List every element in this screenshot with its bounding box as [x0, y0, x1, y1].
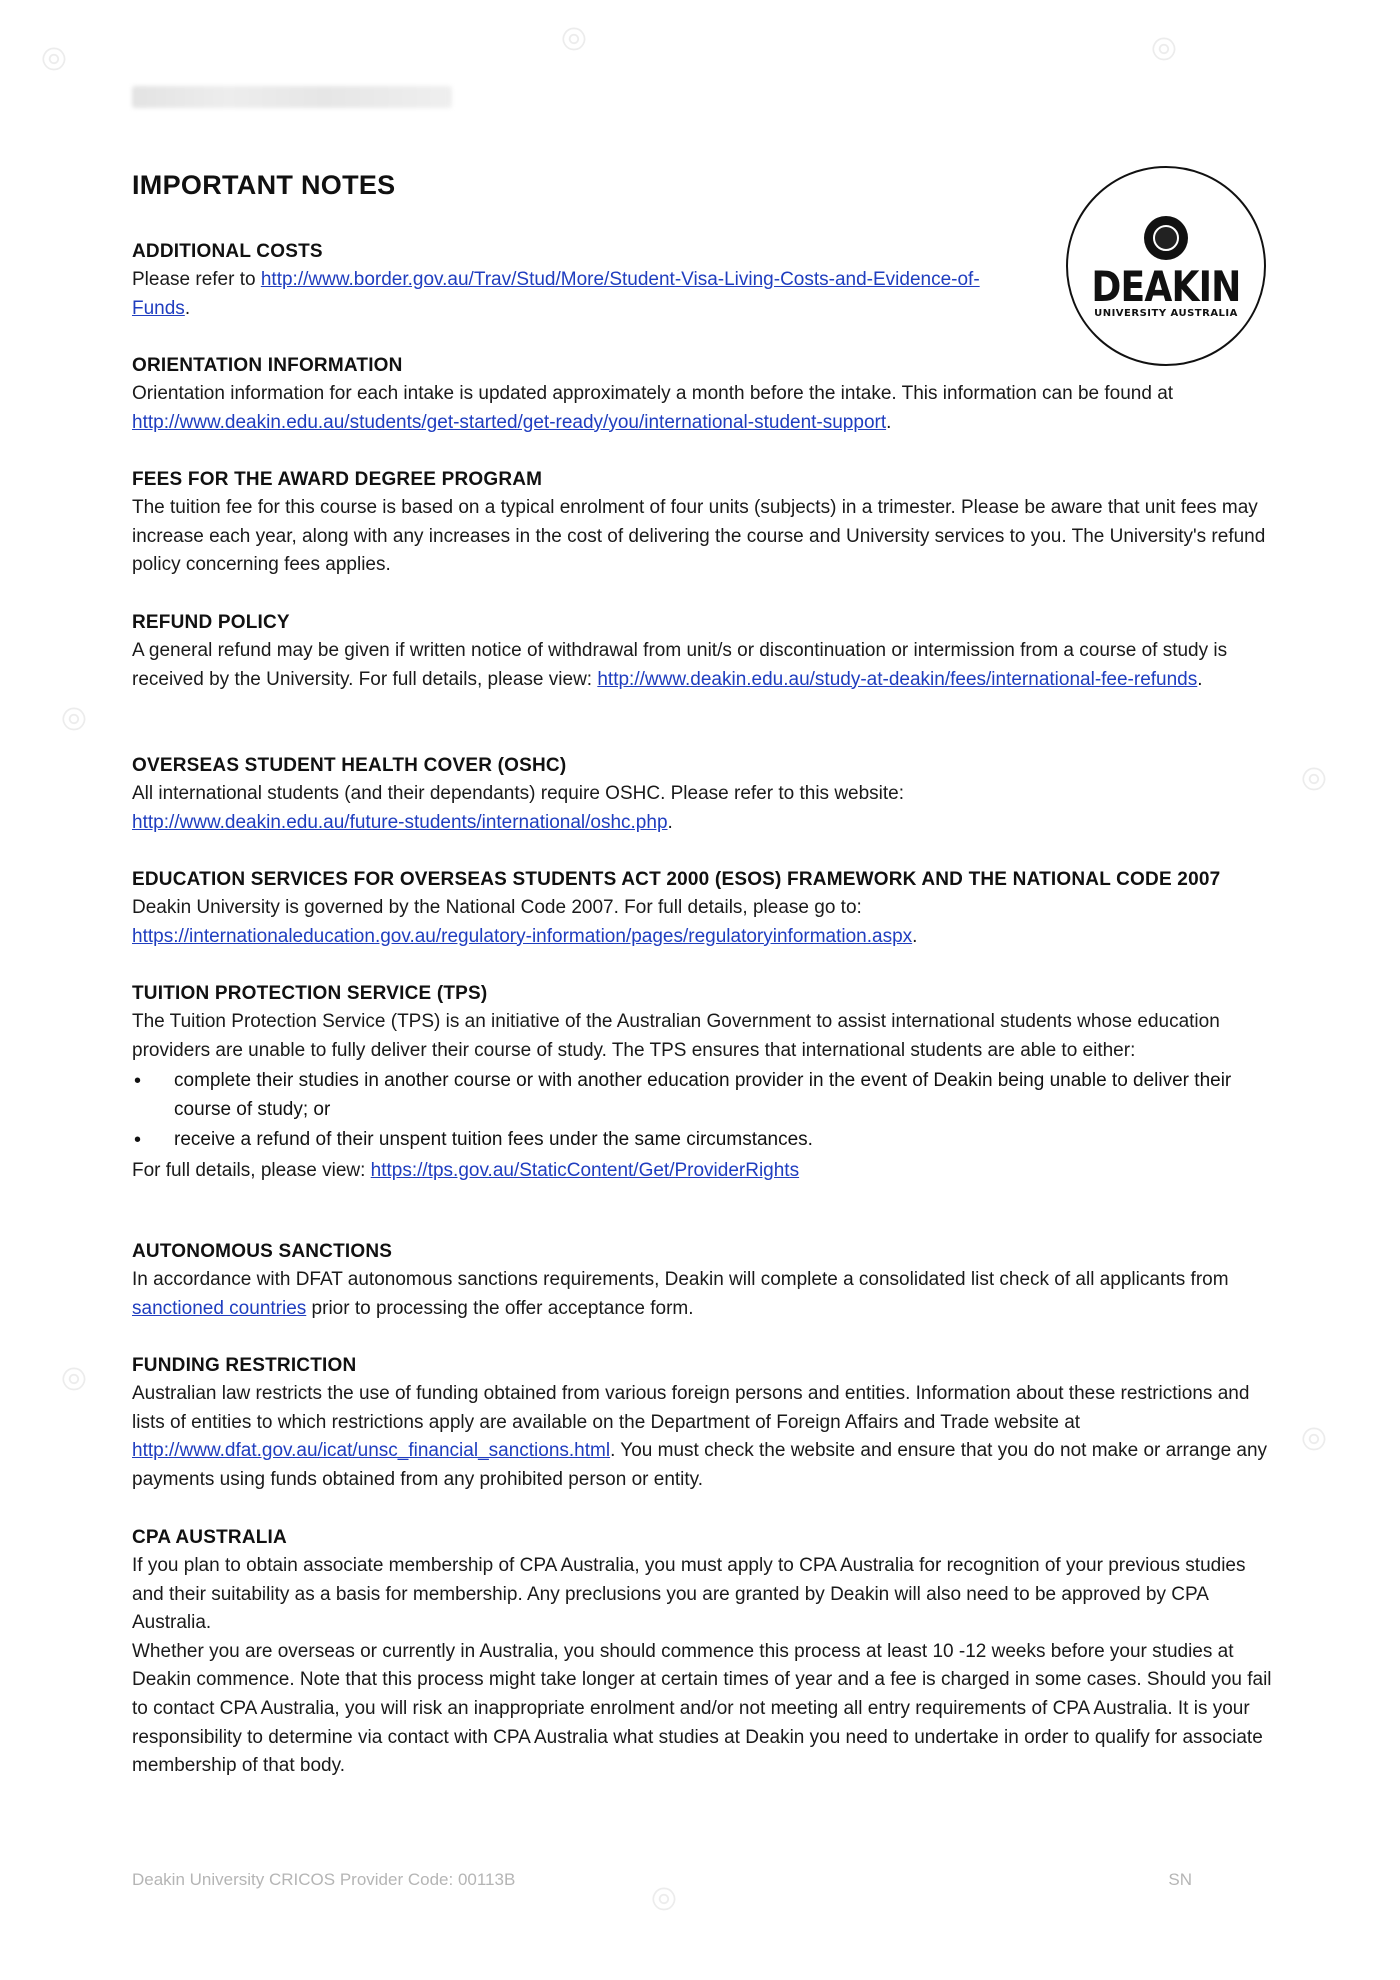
section-oshc: [132, 752, 1272, 837]
section-text: If you plan to obtain associate membership of CPA Australia, you must apply to CPA Australia for recognition of your previous studies and their suitability as a basis for membership. Any preclusions you are granted by Deakin will also need to be approved by CPA Australia.: [132, 1555, 1246, 1634]
section-text: The tuition fee for this course is based on a typical enrolment of four units (subjects) in a trimester. Please be aware that unit fees may increase each year, along with any increases in the cost of delivering the course and University services to you. The University's refund policy concerning fees applies.: [132, 497, 1266, 576]
page-title: IMPORTANT NOTES: [132, 170, 396, 200]
section-text: Orientation information for each intake is updated approximately a month before the intake. This information can be found at http://www.deakin.edu.au/students/get-started/get-ready/you/international-student-support.: [132, 383, 1174, 433]
section-cpa-australia: [132, 1524, 1272, 1781]
section-text: The Tuition Protection Service (TPS) is an initiative of the Australian Government to assist international students whose education providers are unable to fully deliver their course of study. The TPS ensures that international students are able to either:: [132, 1011, 1220, 1061]
footer-provider-code: Deakin University CRICOS Provider Code: 00113B: [132, 1870, 516, 1889]
watermark: ◎: [1293, 1415, 1334, 1460]
section-orientation: [132, 352, 1272, 437]
orientation-link[interactable]: http://www.deakin.edu.au/students/get-started/get-ready/you/international-student-support: [132, 411, 887, 433]
watermark: ◎: [553, 15, 594, 60]
section-heading: TUITION PROTECTION SERVICE (TPS): [132, 983, 488, 1004]
list-item: • receive a refund of their unspent tuition fees under the same circumstances.: [132, 1126, 1272, 1155]
tps-link[interactable]: https://tps.gov.au/StaticContent/Get/ProviderRights: [370, 1159, 800, 1181]
watermark: ◎: [33, 35, 74, 80]
watermark: ◎: [53, 695, 94, 740]
section-heading: EDUCATION SERVICES FOR OVERSEAS STUDENTS ACT 2000 (ESOS) FRAMEWORK AND THE NATIONAL CODE 2007: [132, 869, 1221, 890]
section-text: In accordance with DFAT autonomous sanctions requirements, Deakin will complete a consolidated list check of all applicants from sanctioned countries prior to processing the offer acceptance form.: [132, 1269, 1229, 1319]
oshc-link[interactable]: http://www.deakin.edu.au/future-students/international/oshc.php: [132, 811, 668, 833]
section-text: All international students (and their dependants) require OSHC. Please refer to this website: http://www.deakin.edu.au/future-students/international/oshc.php.: [132, 783, 905, 833]
watermark: ◎: [1143, 25, 1184, 70]
footer-initials: SN: [1168, 1870, 1192, 1889]
section-text: Deakin University is governed by the National Code 2007. For full details, please go to: https://internationaleducation.gov.au/regulatory-information/pages/regulatoryinformation.aspx.: [132, 897, 918, 947]
tps-bullet-list: [132, 1067, 1272, 1155]
page-footer: [132, 1870, 1192, 1890]
section-refund-policy: [132, 609, 1272, 694]
logo-name: DEAKIN: [1091, 262, 1241, 311]
deakin-shield-icon: [1144, 216, 1188, 260]
refund-link[interactable]: http://www.deakin.edu.au/study-at-deakin/fees/international-fee-refunds: [597, 668, 1198, 690]
logo-subtitle: UNIVERSITY AUSTRALIA: [1094, 308, 1238, 319]
sanctioned-countries-link[interactable]: sanctioned countries: [132, 1297, 307, 1319]
border-gov-link[interactable]: http://www.border.gov.au/Trav/Stud/More/Student-Visa-Living-Costs-and-Evidence-of-Funds: [132, 269, 980, 319]
watermark: ◎: [53, 1355, 94, 1400]
section-text: For full details, please view: https://tps.gov.au/StaticContent/Get/ProviderRights: [132, 1159, 800, 1181]
section-heading: ORIENTATION INFORMATION: [132, 355, 403, 376]
section-heading: AUTONOMOUS SANCTIONS: [132, 1241, 393, 1262]
deakin-logo: [1066, 166, 1266, 366]
section-text: Please refer to http://www.border.gov.au/Trav/Stud/More/Student-Visa-Living-Costs-and-Evidence-of-Funds.: [132, 269, 980, 319]
section-heading: FEES FOR THE AWARD DEGREE PROGRAM: [132, 469, 543, 490]
section-heading: CPA AUSTRALIA: [132, 1527, 287, 1548]
section-fees: [132, 466, 1272, 580]
section-additional-costs: [132, 238, 1032, 323]
section-text: Whether you are overseas or currently in Australia, you should commence this process at least 10 -12 weeks before your studies at Deakin commence. Note that this process might take longer at certain times of year and a fee is charged in some cases. Should you fail to contact CPA Australia, you will risk an inappropriate enrolment and/or not meeting all entry requirements of CPA Australia. It is your responsibility to determine via contact with CPA Australia what studies at Deakin you need to undertake in order to qualify for associate membership of that body.: [132, 1640, 1272, 1777]
section-tps: [132, 980, 1272, 1186]
section-heading: REFUND POLICY: [132, 612, 290, 633]
esos-link[interactable]: https://internationaleducation.gov.au/regulatory-information/pages/regulatoryinformation.aspx: [132, 925, 913, 947]
section-text: Australian law restricts the use of funding obtained from various foreign persons and entities. Information about these restrictions and lists of entities to which restrictions apply are available on the Department of Foreign Affairs and Trade website at http://www.dfat.gov.au/icat/unsc_financial_sanctions.html. You must check the website and ensure that you do not make or arrange any payments using funds obtained from any prohibited person or entity.: [132, 1383, 1268, 1490]
section-text: A general refund may be given if written notice of withdrawal from unit/s or discontinuation or intermission from a course of study is received by the University. For full details, please view: http://www.deakin.edu.au/study-at-deakin/fees/international-fee-refunds.: [132, 640, 1228, 690]
section-heading: OVERSEAS STUDENT HEALTH COVER (OSHC): [132, 755, 567, 776]
watermark: ◎: [643, 1875, 684, 1920]
dfat-link[interactable]: http://www.dfat.gov.au/icat/unsc_financial_sanctions.html: [132, 1440, 611, 1462]
section-esos: [132, 866, 1272, 951]
section-sanctions: [132, 1238, 1272, 1323]
section-funding-restriction: [132, 1352, 1272, 1494]
section-heading: FUNDING RESTRICTION: [132, 1355, 357, 1376]
redacted-header: [132, 86, 452, 108]
section-heading: ADDITIONAL COSTS: [132, 241, 323, 262]
list-item: • complete their studies in another course or with another education provider in the event of Deakin being unable to deliver their course of study; or: [132, 1067, 1272, 1124]
watermark: ◎: [1293, 755, 1334, 800]
